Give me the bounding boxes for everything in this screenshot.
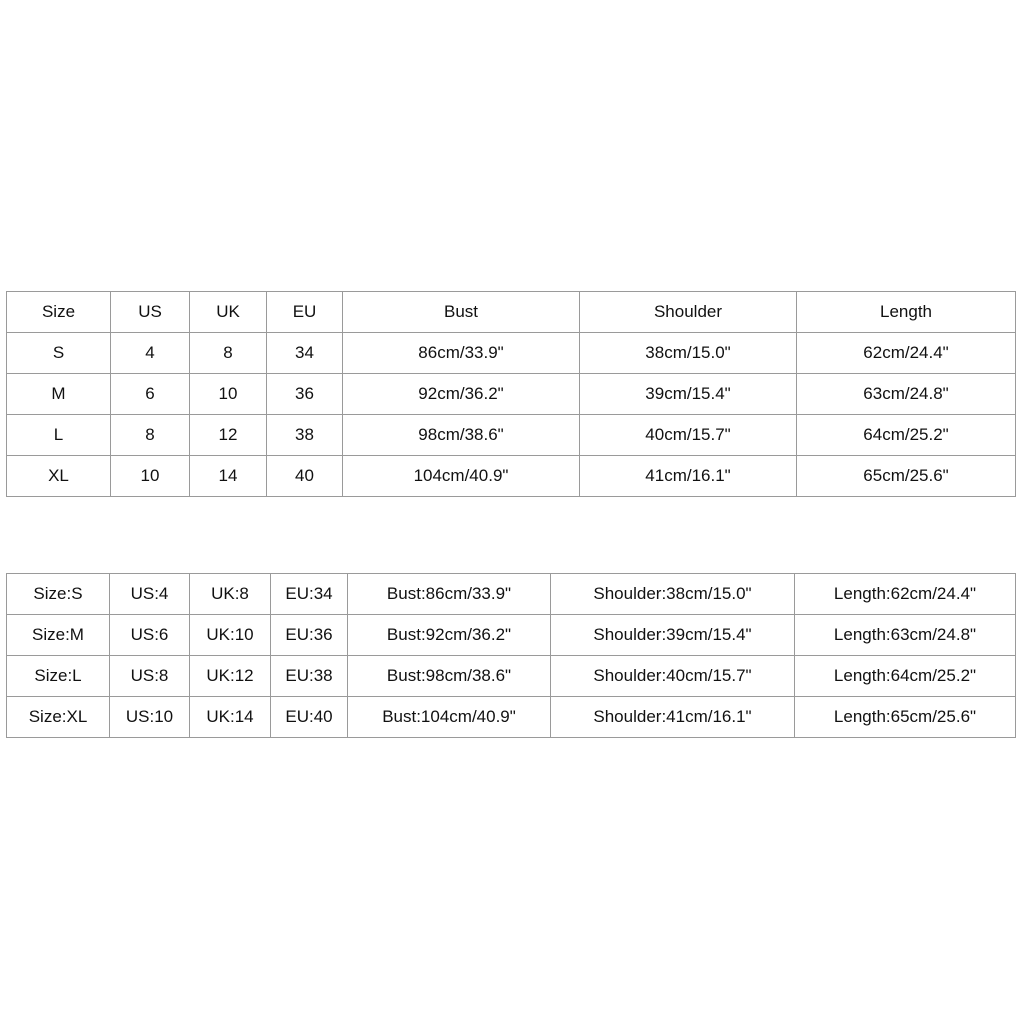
table-cell: 38cm/15.0" bbox=[580, 333, 797, 374]
table-cell: 39cm/15.4" bbox=[580, 374, 797, 415]
table-cell: UK:8 bbox=[190, 574, 271, 615]
table-row bbox=[7, 374, 1016, 415]
table-cell: 62cm/24.4" bbox=[797, 333, 1016, 374]
header-cell-length: Length bbox=[797, 292, 1016, 333]
table-cell: Size:M bbox=[7, 615, 110, 656]
table-cell: Bust:104cm/40.9" bbox=[348, 697, 551, 738]
table-cell: Size:S bbox=[7, 574, 110, 615]
table-cell: Shoulder:39cm/15.4" bbox=[551, 615, 795, 656]
header-cell-us: US bbox=[111, 292, 190, 333]
table-cell: 40cm/15.7" bbox=[580, 415, 797, 456]
table-cell: US:6 bbox=[110, 615, 190, 656]
table-cell: EU:38 bbox=[271, 656, 348, 697]
table-cell: EU:40 bbox=[271, 697, 348, 738]
table-cell: EU:36 bbox=[271, 615, 348, 656]
table-cell: US:4 bbox=[110, 574, 190, 615]
header-cell-eu: EU bbox=[267, 292, 343, 333]
table-cell: Bust:86cm/33.9" bbox=[348, 574, 551, 615]
header-cell-size: Size bbox=[7, 292, 111, 333]
table-row bbox=[7, 574, 1016, 615]
size-chart-labeled-table bbox=[6, 573, 1016, 738]
table-cell: Bust:98cm/38.6" bbox=[348, 656, 551, 697]
table-row bbox=[7, 697, 1016, 738]
table-cell: UK:12 bbox=[190, 656, 271, 697]
table-cell: 63cm/24.8" bbox=[797, 374, 1016, 415]
table-cell: 65cm/25.6" bbox=[797, 456, 1016, 497]
table-cell: Length:64cm/25.2" bbox=[795, 656, 1016, 697]
table-row bbox=[7, 656, 1016, 697]
table-row bbox=[7, 415, 1016, 456]
table-cell: 38 bbox=[267, 415, 343, 456]
table-cell: US:10 bbox=[110, 697, 190, 738]
header-cell-uk: UK bbox=[190, 292, 267, 333]
table-cell: Length:65cm/25.6" bbox=[795, 697, 1016, 738]
table-cell: Size:L bbox=[7, 656, 110, 697]
table-cell: 8 bbox=[111, 415, 190, 456]
table-cell: 92cm/36.2" bbox=[343, 374, 580, 415]
table-cell: US:8 bbox=[110, 656, 190, 697]
header-cell-shoulder: Shoulder bbox=[580, 292, 797, 333]
table-cell: 36 bbox=[267, 374, 343, 415]
table-cell: EU:34 bbox=[271, 574, 348, 615]
table-cell: 8 bbox=[190, 333, 267, 374]
table-cell: 4 bbox=[111, 333, 190, 374]
table-cell: Size:XL bbox=[7, 697, 110, 738]
table-cell: L bbox=[7, 415, 111, 456]
table-cell: 86cm/33.9" bbox=[343, 333, 580, 374]
table-cell: 98cm/38.6" bbox=[343, 415, 580, 456]
table-cell: M bbox=[7, 374, 111, 415]
table-row bbox=[7, 615, 1016, 656]
size-chart-table bbox=[6, 291, 1016, 497]
table-cell: Shoulder:38cm/15.0" bbox=[551, 574, 795, 615]
table-cell: 41cm/16.1" bbox=[580, 456, 797, 497]
table-cell: Shoulder:40cm/15.7" bbox=[551, 656, 795, 697]
table-cell: XL bbox=[7, 456, 111, 497]
table-cell: UK:10 bbox=[190, 615, 271, 656]
table-cell: Bust:92cm/36.2" bbox=[348, 615, 551, 656]
table-cell: 6 bbox=[111, 374, 190, 415]
table-cell: 12 bbox=[190, 415, 267, 456]
table-row bbox=[7, 456, 1016, 497]
table-cell: 10 bbox=[190, 374, 267, 415]
table-cell: 14 bbox=[190, 456, 267, 497]
table-cell: 104cm/40.9" bbox=[343, 456, 580, 497]
table-cell: 40 bbox=[267, 456, 343, 497]
header-cell-bust: Bust bbox=[343, 292, 580, 333]
table-cell: Length:63cm/24.8" bbox=[795, 615, 1016, 656]
table-header-row bbox=[7, 292, 1016, 333]
table-cell: 34 bbox=[267, 333, 343, 374]
table-cell: UK:14 bbox=[190, 697, 271, 738]
table-cell: Length:62cm/24.4" bbox=[795, 574, 1016, 615]
table-cell: 64cm/25.2" bbox=[797, 415, 1016, 456]
table-cell: Shoulder:41cm/16.1" bbox=[551, 697, 795, 738]
table-cell: 10 bbox=[111, 456, 190, 497]
table-row bbox=[7, 333, 1016, 374]
table-cell: S bbox=[7, 333, 111, 374]
